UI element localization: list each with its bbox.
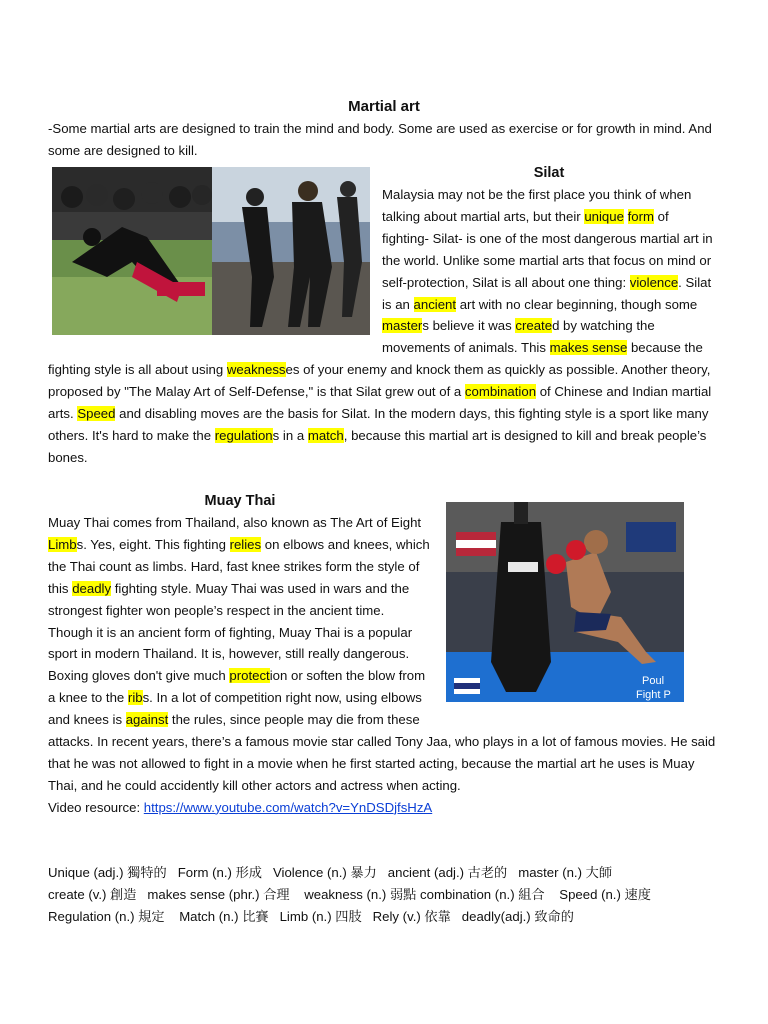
svg-text:Fight P: Fight P: [636, 689, 671, 701]
video-resource-link[interactable]: https://www.youtube.com/watch?v=YnDSDjfsHzA: [143, 799, 433, 815]
vocab-highlight: deadly: [72, 580, 112, 596]
silat-text: es of your enemy and knock them as quickly as possible. Another theory, proposed by "The Malay Art of Self-Defense," is that Silat grew out of a: [48, 362, 711, 400]
vocab-highlight: against: [125, 712, 169, 728]
vocab-highlight: Speed: [77, 406, 116, 422]
vocabulary-line: Regulation (n.) 規定 Match (n.) 比賽 Limb (n.) 四肢 Rely (v.) 依靠 deadly(adj.) 致命的: [48, 908, 574, 924]
silat-text: s in a: [272, 427, 308, 443]
muay-thai-text: fighting style. Muay Thai was used in wars and the strongest fighter won people’s respect in the ancient time. Though it is an ancient form of fighting, Muay Thai is a popular sport in modern Thailand. It is, however, still really dangerous. Boxing gloves don't give much: [48, 580, 413, 684]
muay-thai-section: [48, 490, 716, 819]
muay-thai-text: on elbows and knees, which the Thai count as limbs. Hard, fast knee strikes form the style of this: [48, 536, 430, 596]
vocab-highlight: protect: [229, 668, 270, 684]
muay-thai-text: Muay Thai comes from Thailand, also known as The Art of Eight: [48, 515, 422, 530]
vocabulary-line: create (v.) 創造 makes sense (phr.) 合理 weakness (n.) 弱點 combination (n.) 組合 Speed (n.) 速度: [48, 886, 651, 902]
vocab-highlight: create: [515, 318, 553, 334]
silat-heading: Silat: [533, 165, 565, 181]
page-title: Martial art: [348, 98, 420, 115]
video-resource-label: Video resource:: [48, 799, 144, 815]
vocab-highlight: regulation: [214, 427, 273, 443]
vocab-highlight: ancient: [413, 296, 457, 312]
muay-thai-text: ion or soften the blow from a knee to the: [48, 668, 426, 706]
silat-text: d by watching the movements of animals. This: [382, 318, 655, 356]
video-resource-line: [48, 797, 716, 819]
vocab-highlight: violence: [629, 274, 679, 290]
vocab-highlight: unique: [584, 208, 624, 224]
svg-text:Poul: Poul: [642, 675, 665, 687]
vocab-highlight: combination: [464, 384, 537, 400]
silat-text: s believe it was: [422, 318, 516, 334]
silat-text: . Silat is an: [382, 274, 712, 312]
silat-text: and disabling moves are the basis for Silat. In the modern days, this fighting style is a sport like many others. It's hard to make the: [48, 406, 709, 443]
vocab-highlight: master: [382, 318, 423, 334]
muay-thai-heading: Muay Thai: [204, 493, 276, 509]
muay-thai-text: s. In a lot of competition right now, using elbows and knees is: [48, 690, 422, 728]
silat-text: of Chinese and Indian martial arts.: [48, 384, 712, 422]
vocab-highlight: match: [307, 427, 344, 443]
vocab-highlight: form: [627, 208, 654, 224]
vocab-highlight: makes sense: [549, 340, 628, 356]
vocab-highlight: Limb: [48, 536, 77, 552]
silat-text: , because this martial art is designed to kill and break people’s bones.: [48, 427, 707, 465]
vocabulary-list: [48, 862, 728, 928]
muay-thai-text: s. Yes, eight. This fighting: [76, 536, 230, 552]
silat-text: of fighting- Silat- is one of the most dangerous martial art in the world. Unlike some martial arts that focus on mind or self-protection, Silat is all about one thing:: [382, 208, 713, 290]
intro-paragraph: -Some martial arts are designed to train the mind and body. Some are used as exercise or for growth in mind. And some are designed to kill.: [48, 121, 712, 158]
silat-text: because the fighting style is all about using: [48, 340, 703, 378]
silat-photo: [52, 167, 370, 335]
vocab-highlight: relies: [229, 536, 262, 552]
vocab-highlight: weakness: [226, 362, 286, 378]
silat-text: art with no clear beginning, though some: [456, 296, 698, 312]
vocab-highlight: rib: [127, 690, 143, 706]
vocabulary-line: Unique (adj.) 獨特的 Form (n.) 形成 Violence (n.) 暴力 ancient (adj.) 古老的 master (n.) 大師: [48, 865, 613, 880]
silat-text: Malaysia may not be the first place you think of when talking about martial arts, but their: [382, 187, 692, 224]
muay-thai-text: the rules, since people may die from these attacks. In recent years, there’s a famous movie star called Tony Jaa, who plays in a lot of famous movies. He said that he was not allowed to fight in a movie when he first started acting, because the martial art he uses is Muay Thai, and he could accidently kill other actors and actress when acting.: [48, 712, 716, 793]
muay-thai-photo: [446, 502, 684, 702]
silat-section: [48, 162, 716, 469]
